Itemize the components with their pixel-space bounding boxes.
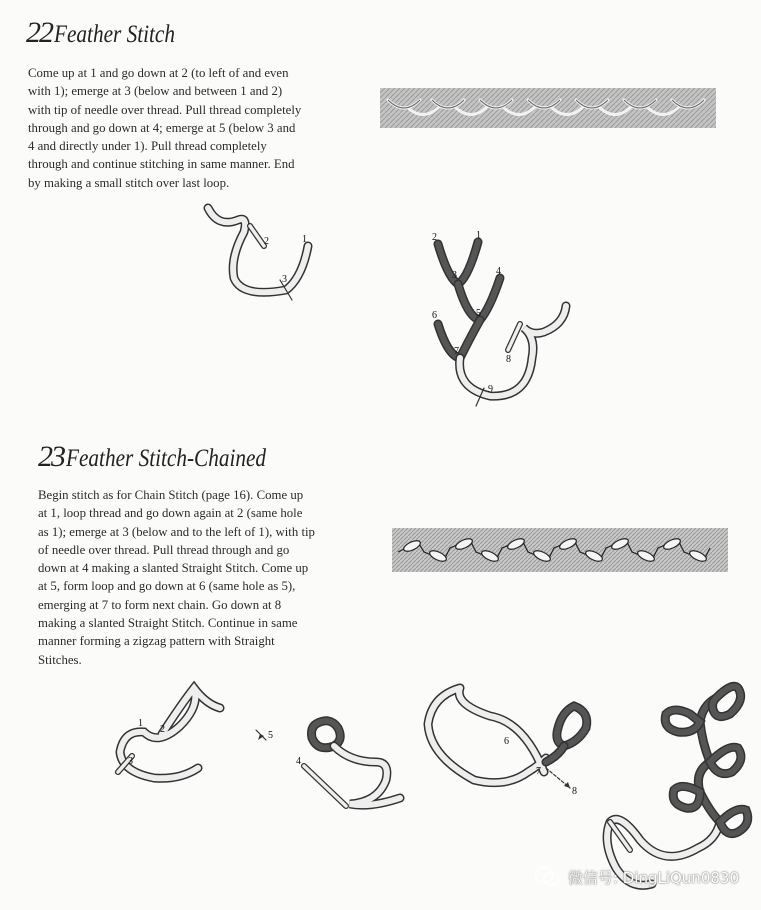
label-1: 1 xyxy=(138,718,143,729)
watermark-text: 微信号: DingLiQun0830 xyxy=(567,868,739,887)
label-2: 2 xyxy=(264,236,269,247)
feather-stitch-sample-photo xyxy=(380,88,716,128)
section-23-title: Feather Stitch-Chained xyxy=(66,445,267,472)
text-line: Come up at 1 and go down at 2 (to left of and even xyxy=(28,66,289,80)
text-line: through and go down at 4; emerge at 5 (below 3 and xyxy=(28,120,296,135)
section-22-heading xyxy=(26,16,196,50)
text-line: at 1, loop thread and go down again at 2 (same hole xyxy=(38,506,303,521)
feather-stitch-diagram-step1 xyxy=(190,198,350,308)
label-1: 1 xyxy=(476,230,481,241)
section-23-heading xyxy=(38,440,301,474)
text-line: with tip of needle over thread. Pull thread completely xyxy=(28,102,302,117)
text-line: emerging at 7 to form next chain. Go down at 8 xyxy=(38,597,282,612)
label-5: 5 xyxy=(268,730,273,741)
label-1: 1 xyxy=(302,234,307,245)
text-line: down at 4 making a slanted Straight Stitch. Come up xyxy=(38,561,309,576)
text-line: 4 and directly under 1). Pull thread completely xyxy=(28,139,267,154)
label-6: 6 xyxy=(504,736,509,747)
label-7: 7 xyxy=(454,346,459,357)
label-7: 7 xyxy=(536,766,541,777)
label-6: 6 xyxy=(432,310,437,321)
label-4: 4 xyxy=(496,266,501,277)
label-4: 4 xyxy=(296,756,301,767)
label-2: 2 xyxy=(432,232,437,243)
label-3: 3 xyxy=(128,756,133,767)
feather-stitch-diagram-step2 xyxy=(420,228,590,418)
text-line: making a slanted Straight Stitch. Continue in same xyxy=(38,616,298,631)
text-line: of needle over thread. Pull thread through and go xyxy=(38,542,290,557)
section-23-number: 23 xyxy=(38,440,64,473)
chained-feather-stitch-diagram-step3 xyxy=(420,676,600,796)
label-9: 9 xyxy=(488,384,493,395)
section-22-title: Feather Stitch xyxy=(54,21,175,48)
text-line: as 1); emerge at 3 (below and to the left of 1), with tip xyxy=(38,524,315,539)
chained-feather-stitch-diagram-step1 xyxy=(110,676,280,786)
text-line: with 1); emerge at 3 (below and between 1 and 2) xyxy=(28,84,283,99)
wechat-watermark xyxy=(534,866,739,888)
section-22-instructions xyxy=(28,64,301,192)
label-8: 8 xyxy=(506,354,511,365)
chained-feather-stitch-sample-photo xyxy=(392,528,728,572)
text-line: manner forming a zigzag pattern with Straight xyxy=(38,634,275,649)
text-line: through and continue stitching in same manner. End xyxy=(28,157,295,172)
label-2: 2 xyxy=(160,724,165,735)
wechat-icon xyxy=(534,866,560,888)
label-3: 3 xyxy=(282,274,287,285)
section-22-number: 22 xyxy=(26,16,52,49)
text-line: Begin stitch as for Chain Stitch (page 16). Come up xyxy=(38,488,304,502)
label-3: 3 xyxy=(452,270,457,281)
label-5: 5 xyxy=(476,308,481,319)
text-line: at 5, form loop and go down at 6 (same hole as 5), xyxy=(38,579,296,594)
chained-feather-stitch-diagram-step2 xyxy=(290,712,410,822)
text-line: Stitches. xyxy=(38,652,82,667)
label-8: 8 xyxy=(572,786,577,797)
text-line: by making a small stitch over last loop. xyxy=(28,175,230,190)
section-23-instructions xyxy=(38,486,315,669)
